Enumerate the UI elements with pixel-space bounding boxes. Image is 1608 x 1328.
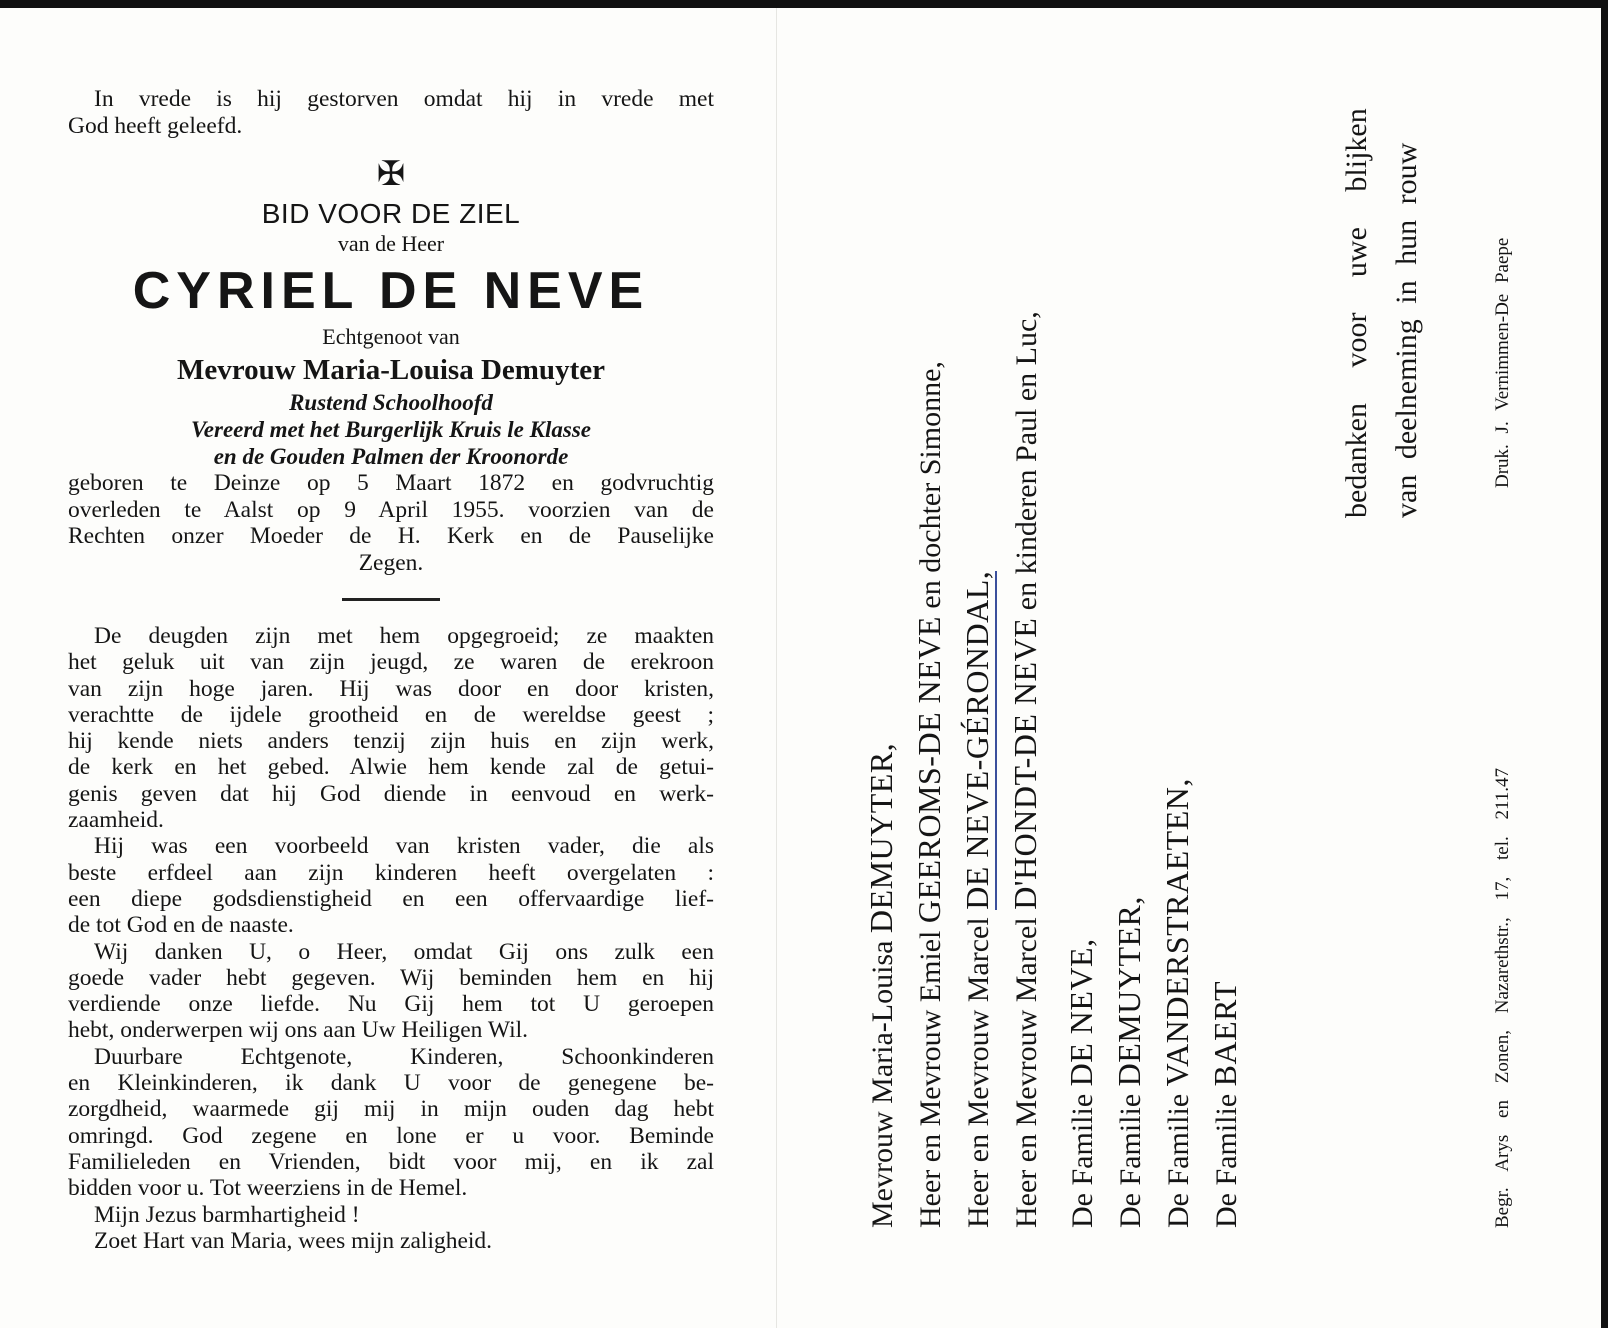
body-line: verachtte de ijdele grootheid en de wereldse geest ; [68,701,714,728]
body-line: goede vader hebt gegeven. Wij beminden hem en hij [68,964,714,991]
prayer-1: Mijn Jezus barmhartigheid ! [94,1201,360,1228]
family-prefix: Heer en Mevrouw Marcel [962,917,995,1228]
birth-death-line-2: overleden te Aalst op 9 April 1955. voorzien van de [68,496,714,523]
left-page [68,86,714,1254]
birth-death-line-3: Rechten onzer Moeder de H. Kerk en de Pauselijke [68,523,714,549]
birth-death-line-4: Zegen. [358,549,424,576]
body-line: omringd. God zegene en lone er u voor. Beminde [68,1122,714,1149]
body-line: Familieleden en Vrienden, bidt voor mij, en ik zal [68,1148,714,1175]
family-name: D'HONDT-DE NEVE [1007,617,1043,910]
family-name: DE NEVE, [1063,938,1099,1087]
family-prefix: De Familie [1066,1093,1099,1228]
family-prefix: Mevrouw Maria-Louisa [866,940,899,1228]
spouse-intro: Echtgenoot van [322,324,460,349]
body-line: het geluk uit van zijn jeugd, ze waren de erekroon [68,649,714,676]
cross-icon: ✠ [376,156,406,193]
deceased-name: CYRIEL DE NEVE [132,262,650,320]
funeral-director: Begr. Arys en Zonen, Nazarethstr., 17, tel. 211.47 [1492,767,1513,1228]
body-line: van zijn hoge jaren. Hij was door en door kristen, [68,675,714,702]
body-line: genis geven dat hij God diende in eenvoud en werk- [68,780,714,807]
honors-line-2: en de Gouden Palmen der Kroonorde [213,444,569,469]
heading: BID VOOR DE ZIEL [261,198,521,229]
body-line: zorgdheid, waarmede gij mij in mijn ouden dag hebt [68,1096,714,1123]
body-line: hebt, onderwerpen wij ons aan Uw Heiligen Wil. [68,1017,529,1044]
body-line: de tot God en de naaste. [68,912,294,939]
intro-line-2: God heeft geleefd. [68,112,243,139]
family-prefix: Heer en Mevrouw Marcel [1010,917,1043,1228]
body-line: en Kleinkinderen, ik dank U voor de genegene be- [68,1070,714,1097]
family-name: VANDERSTRAETEN, [1159,778,1195,1087]
body-line: De deugden zijn met hem opgegroeid; ze maakten [94,623,714,649]
paragraph-3 [68,939,714,1044]
honors-line-1: Vereerd met het Burgerlijk Kruis le Klasse [191,417,591,442]
family-line-3 [960,571,996,1228]
van-de-heer: van de Heer [337,231,445,256]
body-line: beste erfdeel aan zijn kinderen heeft overgelaten : [68,859,714,886]
body-line: Duurbare Echtgenote, Kinderen, Schoonkinderen [94,1043,714,1070]
body-line: de kerk en het gebed. Alwie hem kende zal de getui- [68,754,714,781]
paragraph-4 [68,1044,714,1202]
body-line: bidden voor u. Tot weerziens in de Hemel. [68,1175,468,1202]
printer: Druk. J. Vernimmen-De Paepe [1492,237,1513,488]
family-line-2 [912,361,948,1228]
body-line: zaamheid. [68,807,164,834]
family-name: DEMUYTER, [1111,896,1147,1087]
family-line-8 [1208,981,1244,1228]
family-line-7 [1160,778,1196,1228]
body-line: Hij was een voorbeeld van kristen vader, die als [94,833,714,860]
paragraph-2 [68,833,714,938]
family-line-1 [864,743,900,1228]
family-prefix: De Familie [1210,1093,1243,1228]
family-suffix: en kinderen Paul en Luc, [1010,311,1043,611]
family-line-6 [1112,896,1148,1228]
family-line-5 [1064,938,1100,1228]
thanks-line-2: van deelneming in hun rouw [1390,142,1423,518]
family-prefix: Heer en Mevrouw Emiel [914,930,947,1228]
family-name: DE NEVE-GÉRONDAL, [959,570,995,910]
family-name: BAERT [1207,980,1243,1087]
right-page [864,68,1564,1228]
divider [342,598,440,601]
birth-death-line-1: geboren te Deinze op 5 Maart 1872 en godvruchtig [68,470,714,496]
paragraph-1 [68,623,714,833]
body-line: verdiende onze liefde. Nu Gij hem tot U geroepen [68,991,714,1018]
intro-line-1: In vrede is hij gestorven omdat hij in vrede met [94,86,714,112]
family-line-4 [1008,311,1044,1228]
card-fold [776,8,777,1328]
body-line: een diepe godsdienstigheid en een offervaardige lief- [68,885,714,912]
family-name: GEEROMS-DE NEVE [911,616,947,924]
body-line: hij kende niets anders tenzij zijn huis en zijn werk, [68,728,714,755]
family-prefix: De Familie [1114,1093,1147,1228]
right-border [1601,0,1608,1328]
prayer-2: Zoet Hart van Maria, wees mijn zaligheid. [94,1227,493,1254]
family-prefix: De Familie [1162,1093,1195,1228]
family-suffix: en dochter Simonne, [914,361,947,609]
thanks-line-1: bedanken voor uwe blijken [1340,108,1373,518]
spouse-name: Mevrouw Maria-Louisa Demuyter [177,354,605,386]
occupation: Rustend Schoolhoofd [289,390,493,415]
body-line: Wij danken U, o Heer, omdat Gij ons zulk een [94,938,714,965]
family-name: DEMUYTER, [863,742,899,934]
top-border [0,0,1608,8]
